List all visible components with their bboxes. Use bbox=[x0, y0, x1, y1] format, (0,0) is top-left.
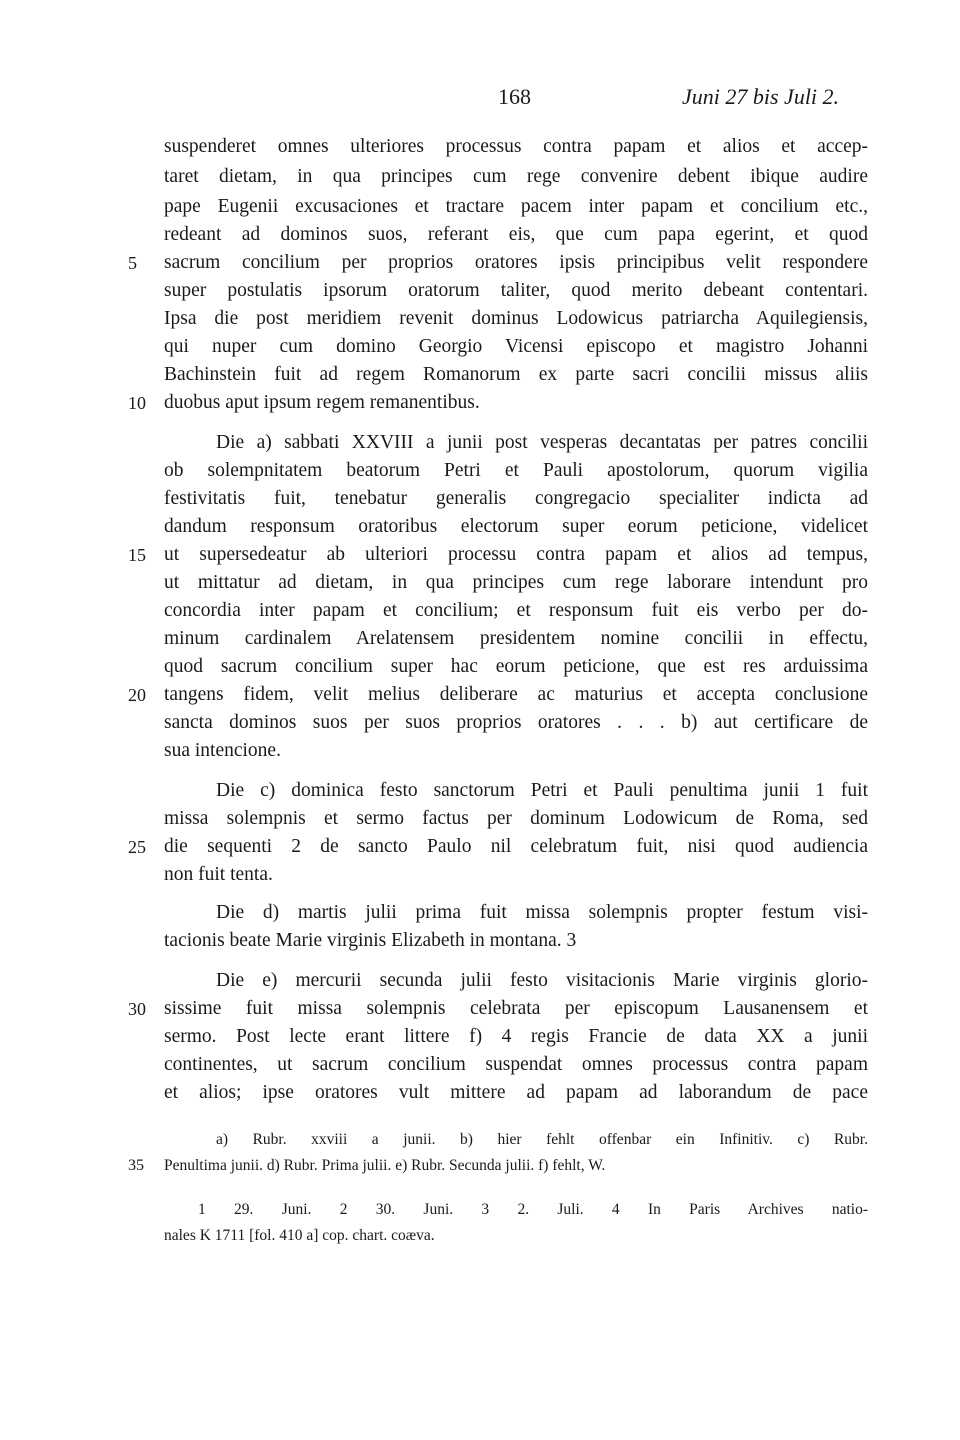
body-line: sacrum concilium per proprios oratores ipsis principibus velit respondere bbox=[164, 252, 868, 273]
body-line: sancta dominos suos per suos proprios oratores . . . b) aut certificare de bbox=[164, 712, 868, 733]
footnote-line: nales K 1711 [fol. 410 a] cop. chart. coæva. bbox=[164, 1227, 435, 1244]
body-line: dandum responsum oratoribus electorum super eorum peticione, videlicet bbox=[164, 516, 868, 537]
line-number: 35 bbox=[128, 1157, 144, 1174]
body-line: quod sacrum concilium super hac eorum peticione, que est res arduissima bbox=[164, 656, 868, 677]
body-line: concordia inter papam et concilium; et responsum fuit eis verbo per do- bbox=[164, 600, 868, 621]
body-line: sua intencione. bbox=[164, 740, 281, 761]
line-number: 15 bbox=[128, 545, 146, 565]
line-number: 25 bbox=[128, 837, 146, 857]
body-line: suspenderet omnes ulteriores processus contra papam et alios et accep- bbox=[164, 136, 868, 157]
footnote-line: 1 29. Juni. 2 30. Juni. 3 2. Juli. 4 In Paris Archives natio- bbox=[198, 1201, 868, 1218]
body-line: sissime fuit missa solempnis celebrata per episcopum Lausanensem et bbox=[164, 998, 868, 1019]
body-line: tacionis beate Marie virginis Elizabeth in montana. 3 bbox=[164, 930, 577, 951]
body-line: super postulatis ipsorum oratorum taliter, quod merito debeant contentari. bbox=[164, 280, 868, 301]
body-line: ut supersedeatur ab ulteriori processu contra papam et alios ad tempus, bbox=[164, 544, 868, 565]
page-header bbox=[0, 84, 960, 114]
line-number: 20 bbox=[128, 685, 146, 705]
page-number: 168 bbox=[498, 84, 531, 109]
body-line: Bachinstein fuit ad regem Romanorum ex parte sacri concilii missus aliis bbox=[164, 364, 868, 385]
line-number: 10 bbox=[128, 393, 146, 413]
body-line: Die d) martis julii prima fuit missa solempnis propter festum visi- bbox=[216, 902, 868, 923]
body-line: festivitatis fuit, tenebatur generalis congregacio specialiter indicta ad bbox=[164, 488, 868, 509]
body-line: die sequenti 2 de sancto Paulo nil celebratum fuit, nisi quod audiencia bbox=[164, 836, 868, 857]
footnote-line: Penultima junii. d) Rubr. Prima julii. e) Rubr. Secunda julii. f) fehlt, W. bbox=[164, 1157, 606, 1174]
body-line: ob solempnitatem beatorum Petri et Pauli apostolorum, quorum vigilia bbox=[164, 460, 868, 481]
running-title: Juni 27 bis Juli 2. bbox=[682, 84, 840, 109]
body-line: Die a) sabbati XXVIII a junii post vesperas decantatas per patres concilii bbox=[216, 432, 868, 453]
body-line: continentes, ut sacrum concilium suspendat omnes processus contra papam bbox=[164, 1054, 868, 1075]
body-line: ut mittatur ad dietam, in qua principes cum rege laborare intendunt pro bbox=[164, 572, 868, 593]
body-line: sermo. Post lecte erant littere f) 4 regis Francie de data XX a junii bbox=[164, 1026, 868, 1047]
body-line: minum cardinalem Arelatensem presidentem nomine concilii in effectu, bbox=[164, 628, 868, 649]
line-number: 30 bbox=[128, 999, 146, 1019]
body-line: redeant ad dominos suos, referant eis, que cum papa egerint, et quod bbox=[164, 224, 868, 245]
body-line: taret dietam, in qua principes cum rege convenire debent ibique audire bbox=[164, 166, 868, 187]
body-line: missa solempnis et sermo factus per dominum Lodowicum de Roma, sed bbox=[164, 808, 868, 829]
body-line: Die e) mercurii secunda julii festo visitacionis Marie virginis glorio- bbox=[216, 970, 868, 991]
line-number: 5 bbox=[128, 253, 137, 273]
body-line: Die c) dominica festo sanctorum Petri et Pauli penultima junii 1 fuit bbox=[216, 780, 868, 801]
body-line: duobus aput ipsum regem remanentibus. bbox=[164, 392, 480, 413]
body-line: non fuit tenta. bbox=[164, 864, 273, 885]
body-line: Ipsa die post meridiem revenit dominus Lodowicus patriarcha Aquilegiensis, bbox=[164, 308, 868, 329]
footnote-line: a) Rubr. xxviii a junii. b) hier fehlt offenbar ein Infinitiv. c) Rubr. bbox=[216, 1131, 868, 1148]
body-line: qui nuper cum domino Georgio Vicensi episcopo et magistro Johanni bbox=[164, 336, 868, 357]
body-line: tangens fidem, velit melius deliberare ac maturius et accepta conclusione bbox=[164, 684, 868, 705]
body-line: et alios; ipse oratores vult mittere ad papam ad laborandum de pace bbox=[164, 1082, 868, 1103]
body-line: pape Eugenii excusaciones et tractare pacem inter papam et concilium etc., bbox=[164, 196, 868, 217]
